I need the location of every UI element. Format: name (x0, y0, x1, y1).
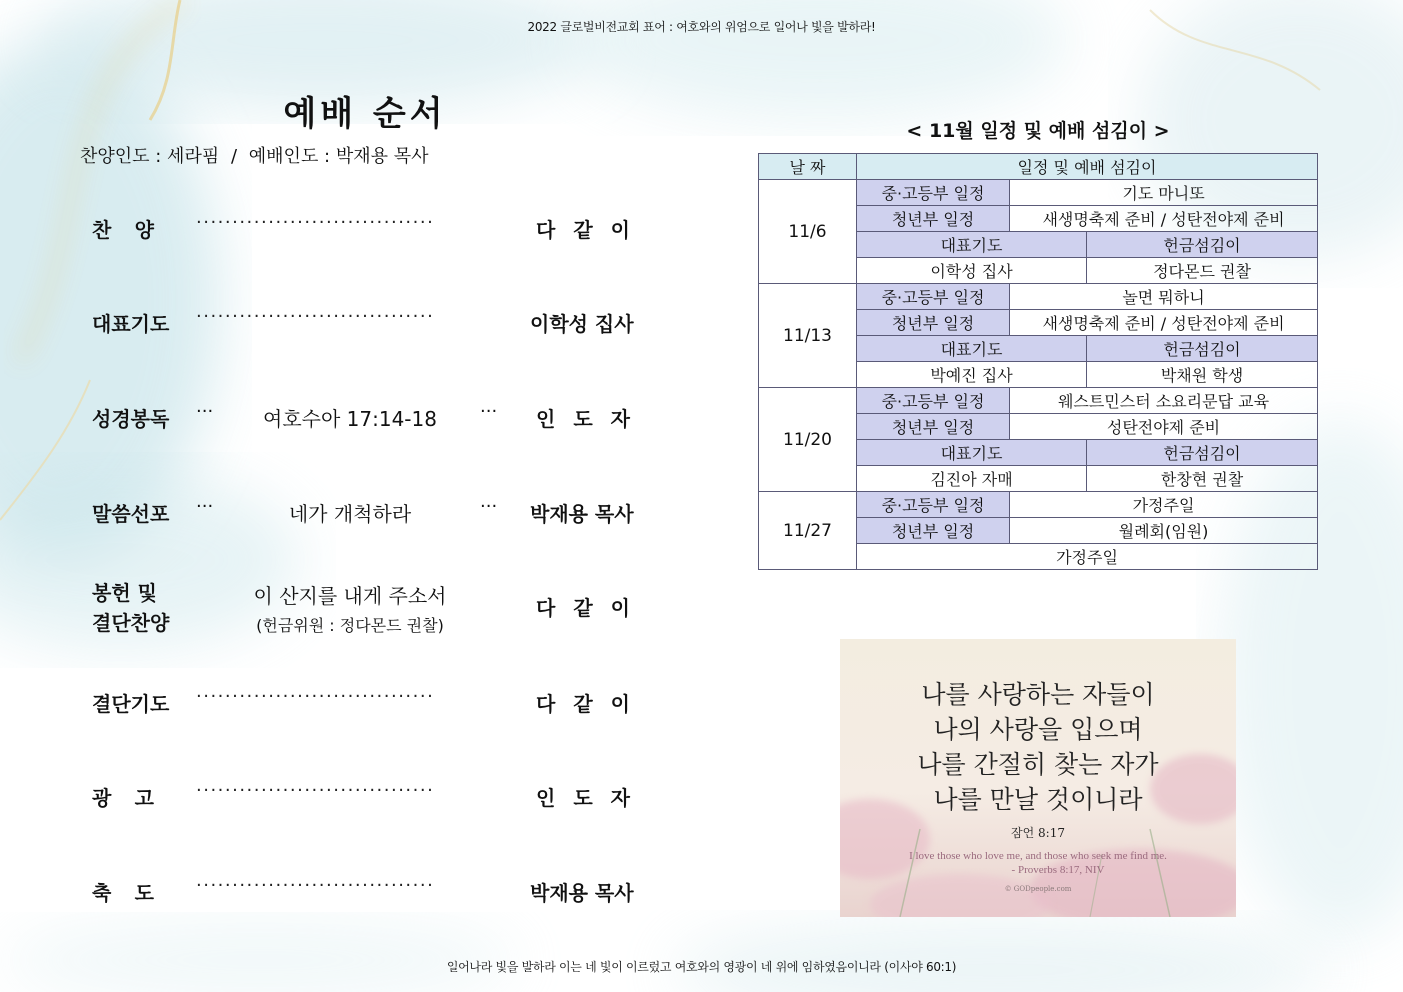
order-item-decision-prayer (0, 680, 700, 720)
annual-motto: 2022 글로벌비전교회 표어 : 여호와의 위엄으로 일어나 빛을 발하라! (527, 20, 876, 34)
worship-leaders (80, 142, 429, 168)
offering-person: 한창현 권찰 (1087, 466, 1318, 492)
label-line-1: 봉헌 및 (92, 581, 157, 605)
schedule-header-row (759, 154, 1318, 180)
order-item-person (536, 403, 630, 432)
verse-line: 나의 사랑을 입으며 (933, 715, 1143, 744)
order-item-person (536, 214, 630, 243)
offering-person: 정다몬드 권찰 (1087, 258, 1318, 284)
young-schedule: 월례회(임원) (1010, 518, 1318, 544)
spread-char: 같 (573, 596, 593, 620)
spread-char: 다 (536, 692, 556, 716)
spread-char: 광 (92, 786, 112, 810)
spread-char: 도 (573, 786, 593, 810)
spread-char: 고 (134, 786, 154, 810)
order-item-label (92, 782, 154, 811)
prayer-label: 대표기도 (857, 336, 1087, 362)
prayer-person: 박예진 집사 (857, 362, 1087, 388)
offering-label: 헌금섬김이 (1087, 232, 1318, 258)
spread-char: 이 (610, 692, 630, 716)
order-item-person: 박재용 목사 (530, 502, 634, 526)
ellipsis-right: ··· (480, 496, 498, 517)
order-item-content: 여호수아 17:14-18 (263, 407, 437, 431)
dotted-leader: ································· (196, 306, 435, 327)
offering-label: 헌금섬김이 (1087, 336, 1318, 362)
spread-char: 자 (610, 786, 630, 810)
table-row (759, 180, 1318, 206)
verse-english: I love those who love me, and those who seek me find me. (909, 850, 1167, 862)
prayer-person: 이학성 집사 (857, 258, 1087, 284)
order-item-person: 이학성 집사 (530, 312, 634, 336)
dotted-leader: ································· (196, 875, 435, 896)
order-item-announcements (0, 774, 700, 814)
young-label: 청년부 일정 (857, 206, 1010, 232)
order-item-label (92, 214, 154, 243)
youth-schedule: 놀면 뭐하니 (1010, 284, 1318, 310)
young-schedule: 새생명축제 준비 / 성탄전야제 준비 (1010, 310, 1318, 336)
table-row (759, 284, 1318, 310)
offering-label: 헌금섬김이 (1087, 440, 1318, 466)
label-line-2: 결단찬양 (92, 611, 170, 635)
image-credit: © GODpeople.com (1004, 885, 1072, 893)
order-item-label (92, 877, 154, 906)
leader-separator: / (230, 146, 238, 167)
ellipsis-left: ··· (196, 401, 214, 422)
header-content: 일정 및 예배 섬김이 (857, 154, 1318, 180)
footer-verse: 일어나라 빛을 발하라 이는 네 빛이 이르렀고 여호와의 영광이 네 위에 임하였음이니라 (이사야 60:1) (446, 960, 957, 974)
spread-char: 양 (134, 218, 154, 242)
order-item-label: 말씀선포 (92, 502, 170, 526)
order-item-praise (0, 206, 700, 246)
spread-char: 도 (573, 407, 593, 431)
offering-hymn: 이 산지를 내게 주소서 (253, 584, 447, 608)
prayer-label: 대표기도 (857, 440, 1087, 466)
order-item-benediction (0, 869, 700, 909)
youth-label: 중·고등부 일정 (857, 492, 1010, 518)
youth-label: 중·고등부 일정 (857, 388, 1010, 414)
schedule-table (758, 153, 1318, 570)
order-item-label: 결단기도 (92, 692, 170, 716)
bible-verse-image (840, 639, 1236, 917)
verse-english-reference: - Proverbs 8:17, NIV (1011, 864, 1105, 876)
week-date: 11/27 (759, 492, 857, 570)
week-note: 가정주일 (857, 544, 1318, 570)
spread-char: 이 (610, 596, 630, 620)
verse-line: 나를 사랑하는 자들이 (921, 680, 1155, 709)
order-item-person (536, 688, 630, 717)
spread-char: 도 (134, 881, 154, 905)
spread-char: 자 (610, 407, 630, 431)
week-date: 11/20 (759, 388, 857, 492)
schedule-title: < 11월 일정 및 예배 섬김이 > (906, 120, 1170, 142)
youth-schedule: 웨스트민스터 소요리문답 교육 (1010, 388, 1318, 414)
header-date: 날 짜 (759, 154, 857, 180)
verse-line: 나를 간절히 찾는 자가 (917, 750, 1159, 779)
week-date: 11/6 (759, 180, 857, 284)
order-item-content (220, 580, 480, 636)
order-item-content: 네가 개척하라 (288, 502, 412, 526)
young-label: 청년부 일정 (857, 414, 1010, 440)
order-item-offering (0, 581, 700, 635)
praise-leader: 찬양인도 : 세라핌 (80, 146, 220, 167)
order-item-scripture-reading (0, 395, 700, 435)
table-row (759, 388, 1318, 414)
ellipsis-left: ··· (196, 496, 214, 517)
spread-char: 다 (536, 218, 556, 242)
ellipsis-right: ··· (480, 401, 498, 422)
order-item-label: 대표기도 (92, 312, 170, 336)
young-schedule: 새생명축제 준비 / 성탄전야제 준비 (1010, 206, 1318, 232)
prayer-label: 대표기도 (857, 232, 1087, 258)
spread-char: 인 (536, 407, 556, 431)
worship-leader: 예배인도 : 박재용 목사 (248, 146, 429, 167)
order-item-person (536, 592, 630, 621)
week-date: 11/13 (759, 284, 857, 388)
spread-char: 찬 (92, 218, 112, 242)
young-label: 청년부 일정 (857, 518, 1010, 544)
youth-label: 중·고등부 일정 (857, 284, 1010, 310)
spread-char: 축 (92, 881, 112, 905)
spread-char: 같 (573, 692, 593, 716)
spread-char: 같 (573, 218, 593, 242)
order-item-person (536, 782, 630, 811)
verse-reference: 잠언 8:17 (1011, 826, 1065, 840)
table-row (759, 492, 1318, 518)
verse-line: 나를 만날 것이니라 (933, 785, 1143, 814)
young-label: 청년부 일정 (857, 310, 1010, 336)
spread-char: 인 (536, 786, 556, 810)
dotted-leader: ································· (196, 780, 435, 801)
order-item-label: 성경봉독 (92, 407, 170, 431)
dotted-leader: ································· (196, 686, 435, 707)
order-item-representative-prayer (0, 300, 700, 340)
prayer-person: 김진아 자매 (857, 466, 1087, 492)
spread-char: 이 (610, 218, 630, 242)
youth-schedule: 가정주일 (1010, 492, 1318, 518)
order-item-sermon (0, 490, 700, 530)
spread-char: 다 (536, 596, 556, 620)
youth-schedule: 기도 마니또 (1010, 180, 1318, 206)
order-item-label (92, 578, 172, 638)
young-schedule: 성탄전야제 준비 (1010, 414, 1318, 440)
order-item-person: 박재용 목사 (530, 881, 634, 905)
worship-order-title: 예배 순서 (283, 94, 447, 134)
offering-committee: (헌금위원 : 정다몬드 권찰) (256, 616, 444, 635)
youth-label: 중·고등부 일정 (857, 180, 1010, 206)
offering-person: 박채원 학생 (1087, 362, 1318, 388)
dotted-leader: ································· (196, 212, 435, 233)
